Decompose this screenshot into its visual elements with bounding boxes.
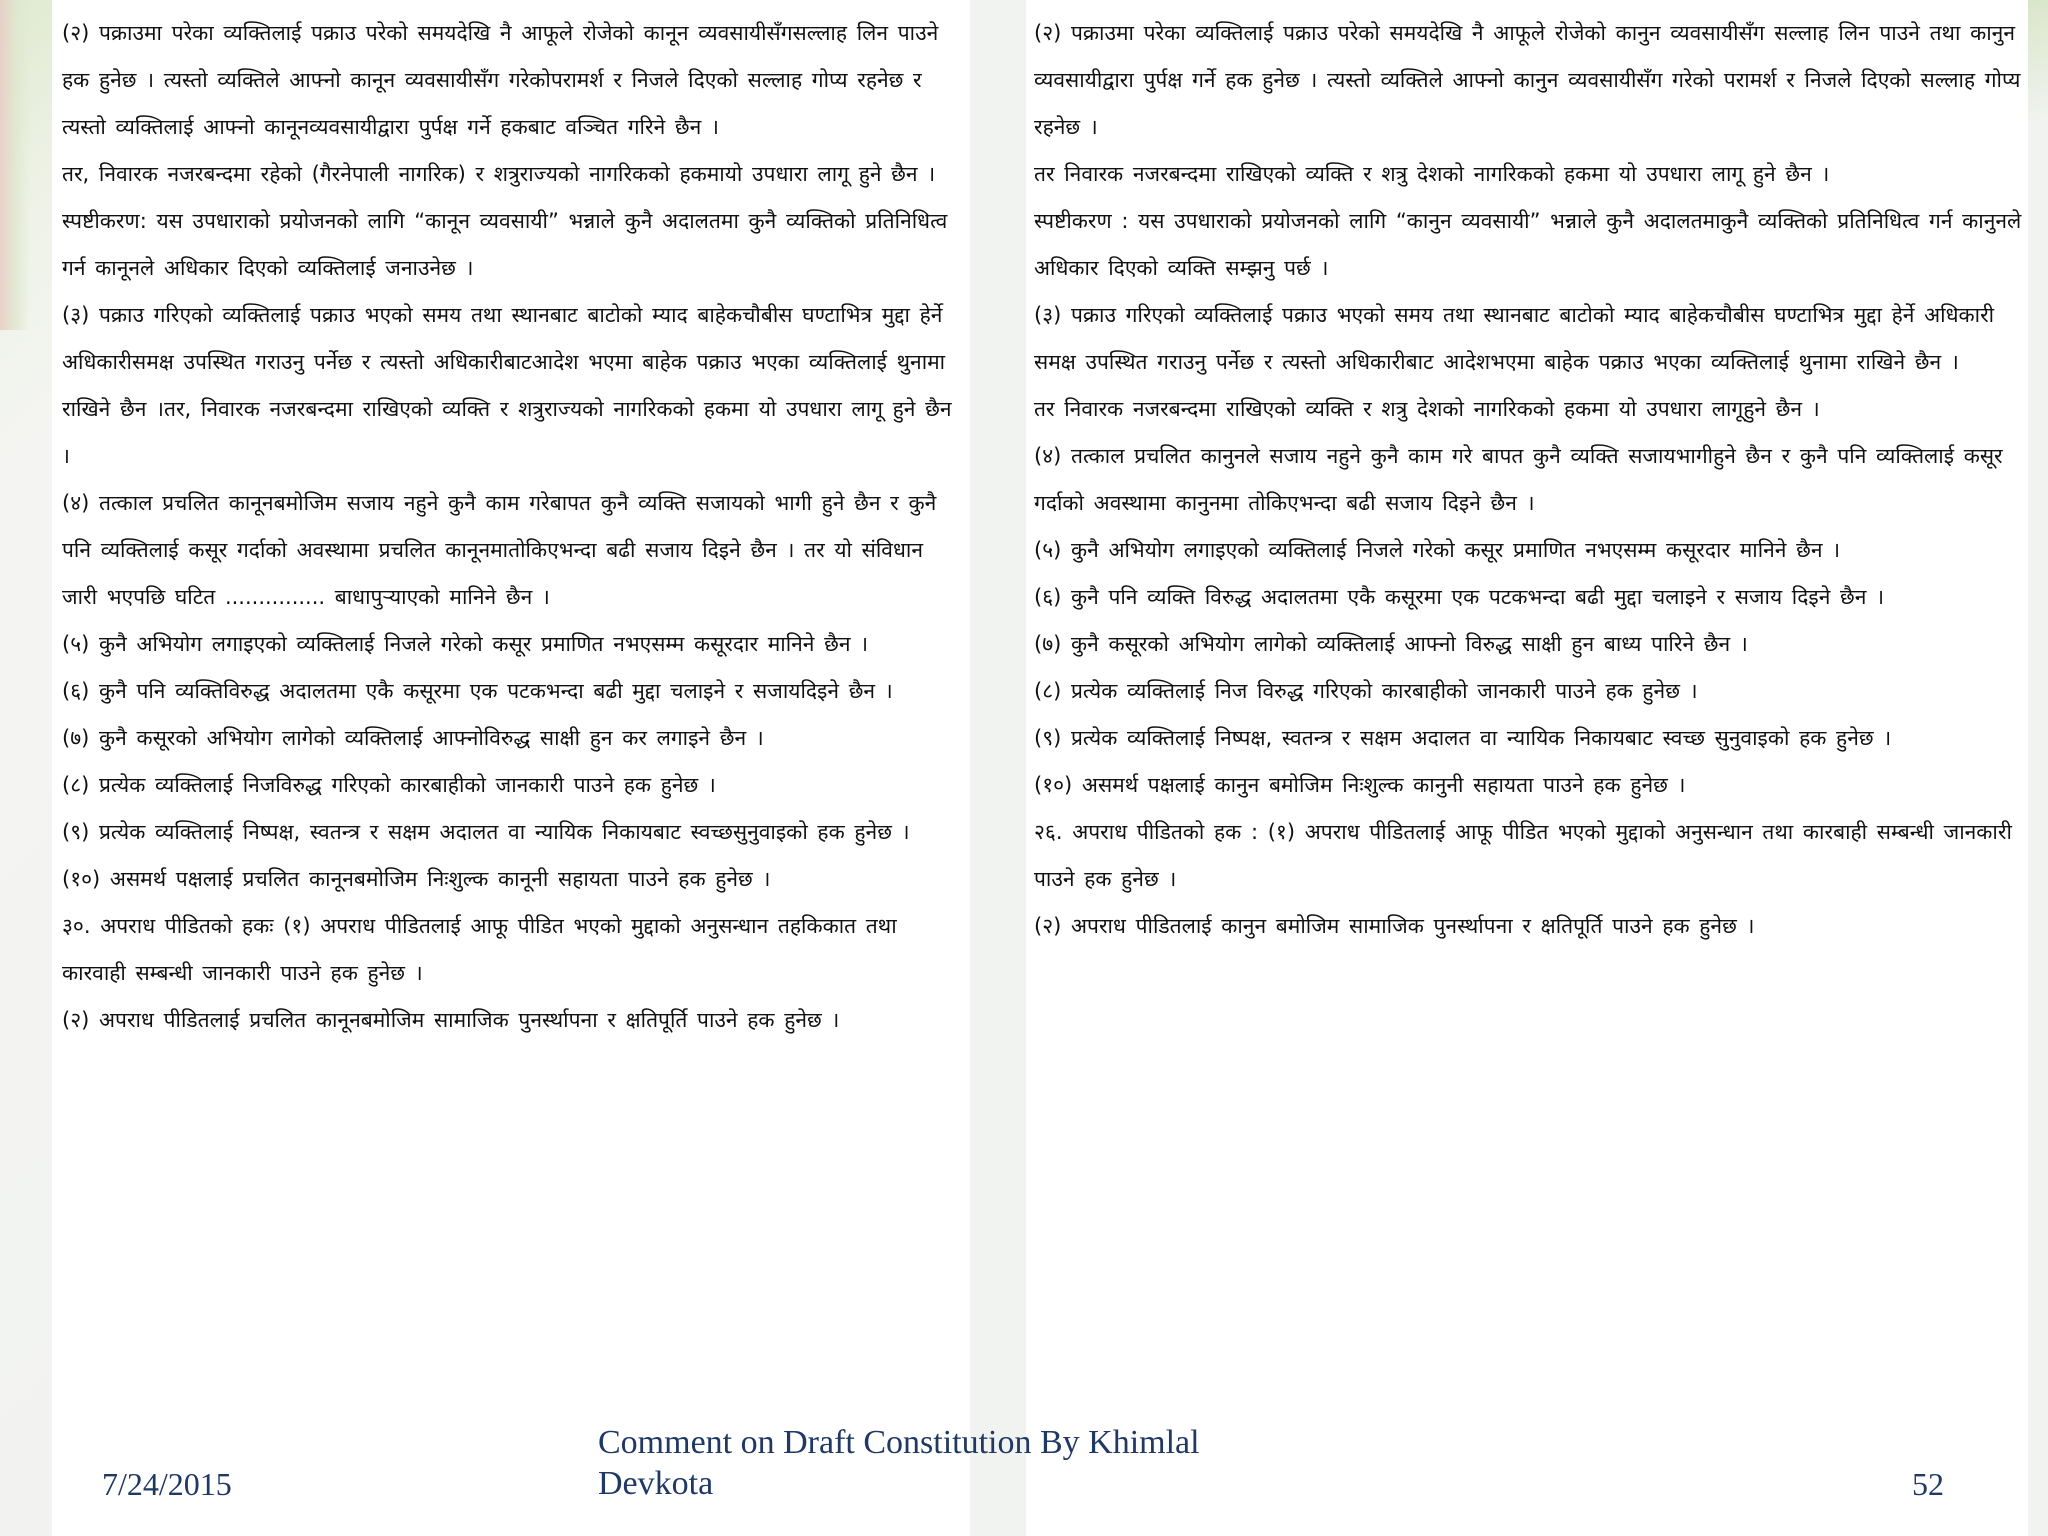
right-paragraph: (५) कुनै अभियोग लगाइएको व्यक्तिलाई निजले गरेको कसूर प्रमाणित नभएसम्म कसूरदार मानिने छैन । (1034, 538, 1841, 562)
left-paragraph: तर, निवारक नजरबन्दमा रहेको (गैरनेपाली नागरिक) र शत्रुराज्यको नागरिकको हकमायो उपधारा लागू हुने छैन । (62, 162, 936, 186)
left-paragraph: (२) अपराध पीडितलाई प्रचलित कानूनबमोजिम सामाजिक पुनर्स्थापना र क्षतिपूर्ति पाउने हक हुनेछ । (62, 1008, 840, 1032)
right-paragraph: (९) प्रत्येक व्यक्तिलाई निष्पक्ष, स्वतन्त्र र सक्षम अदालत वा न्यायिक निकायबाट स्वच्छ सुनुवाइको हक हुनेछ । (1034, 726, 1892, 750)
right-paragraph: स्पष्टीकरण : यस उपधाराको प्रयोजनको लागि “कानुन व्यवसायी” भन्नाले कुनै अदालतमाकुनै व्यक्तिको प्रतिनिधित्व गर्न कानुनले अधिकार दिएको व्यक्ति सम्झनु पर्छ । (1034, 209, 2022, 280)
left-paragraph: (२) पक्राउमा परेका व्यक्तिलाई पक्राउ परेको समयदेखि नै आफूले रोजेको कानून व्यवसायीसँगसल्लाह लिन पाउने हक हुनेछ । त्यस्तो व्यक्तिले आफ्नो कानून व्यवसायीसँग गरेकोपरामर्श र निजले दिएको सल्लाह गोप्य रहनेछ र त्यस्तो व्यक्तिलाई आफ्नो कानूनव्यवसायीद्वारा पुर्पक्ष गर्ने हकबाट वञ्चित गरिने छैन । (62, 21, 939, 139)
left-paragraph: (५) कुनै अभियोग लगाइएको व्यक्तिलाई निजले गरेको कसूर प्रमाणित नभएसम्म कसूरदार मानिने छैन । (62, 632, 869, 656)
right-paragraph: (३) पक्राउ गरिएको व्यक्तिलाई पक्राउ भएको समय तथा स्थानबाट बाटोको म्याद बाहेकचौबीस घण्टाभित्र मुद्दा हेर्ने अधिकारी समक्ष उपस्थित गराउनु पर्नेछ र त्यस्तो अधिकारीबाट आदेशभएमा बाहेक पक्राउ भएका व्यक्तिलाई थुनामा राखिने छैन । (1034, 303, 1995, 374)
right-paragraph: (२) पक्राउमा परेका व्यक्तिलाई पक्राउ परेको समयदेखि नै आफूले रोजेको कानुन व्यवसायीसँग सल्लाह लिन पाउने तथा कानुन व्यवसायीद्वारा पुर्पक्ष गर्ने हक हुनेछ । त्यस्तो व्यक्तिले आफ्नो कानुन व्यवसायीसँग गरेको परामर्श र निजले दिएको सल्लाह गोप्य रहनेछ । (1034, 21, 2021, 139)
left-paragraph: (४) तत्काल प्रचलित कानूनबमोजिम सजाय नहुने कुनै काम गरेबापत कुनै व्यक्ति सजायको भागी हुने छैन र कुनै पनि व्यक्तिलाई कसूर गर्दाको अवस्थामा प्रचलित कानूनमातोकिएभन्दा बढी सजाय दिइने छैन । तर यो संविधान जारी भएपछि घटित ............... बाधापुऱ्याएको मानिने छैन । (62, 491, 937, 609)
right-paragraph: (४) तत्काल प्रचलित कानुनले सजाय नहुने कुनै काम गरे बापत कुनै व्यक्ति सजायभागीहुने छैन र कुनै पनि व्यक्तिलाई कसूर गर्दाको अवस्थामा कानुनमा तोकिएभन्दा बढी सजाय दिइने छैन । (1034, 444, 2003, 515)
left-paragraph: (९) प्रत्येक व्यक्तिलाई निष्पक्ष, स्वतन्त्र र सक्षम अदालत वा न्यायिक निकायबाट स्वच्छसुनुवाइको हक हुनेछ । (62, 820, 910, 844)
left-paragraph: (१०) असमर्थ पक्षलाई प्रचलित कानूनबमोजिम निःशुल्क कानूनी सहायता पाउने हक हुनेछ । (62, 867, 771, 891)
left-paragraph: (३) पक्राउ गरिएको व्यक्तिलाई पक्राउ भएको समय तथा स्थानबाट बाटोको म्याद बाहेकचौबीस घण्टाभित्र मुद्दा हेर्ने अधिकारीसमक्ष उपस्थित गराउनु पर्नेछ र त्यस्तो अधिकारीबाटआदेश भएमा बाहेक पक्राउ भएका व्यक्तिलाई थुनामा राखिने छैन ।तर, निवारक नजरबन्दमा राखिएको व्यक्ति र शत्रुराज्यको नागरिकको हकमा यो उपधारा लागू हुने छैन । (62, 303, 952, 468)
right-paragraph: (७) कुनै कसूरको अभियोग लागेको व्यक्तिलाई आफ्नो विरुद्ध साक्षी हुन बाध्य पारिने छैन । (1034, 632, 1748, 656)
right-decorative-corner (2028, 0, 2048, 120)
right-text-column (1034, 10, 2024, 950)
right-paragraph: (८) प्रत्येक व्यक्तिलाई निज विरुद्ध गरिएको कारबाहीको जानकारी पाउने हक हुनेछ । (1034, 679, 1698, 703)
right-paragraph: तर निवारक नजरबन्दमा राखिएको व्यक्ति र शत्रु देशको नागरिकको हकमा यो उपधारा लागूहुने छैन । (1034, 397, 1820, 421)
left-decorative-band (0, 0, 52, 1536)
page-number: 52 (1912, 1466, 1944, 1502)
left-paragraph: (८) प्रत्येक व्यक्तिलाई निजविरुद्ध गरिएको कारबाहीको जानकारी पाउने हक हुनेछ । (62, 773, 716, 797)
right-paragraph: (६) कुनै पनि व्यक्ति विरुद्ध अदालतमा एकै कसूरमा एक पटकभन्दा बढी मुद्दा चलाइने र सजाय दिइने छैन । (1034, 585, 1885, 609)
left-paragraph: स्पष्टीकरण: यस उपधाराको प्रयोजनको लागि “कानून व्यवसायी” भन्नाले कुनै अदालतमा कुनै व्यक्तिको प्रतिनिधित्व गर्न कानूनले अधिकार दिएको व्यक्तिलाई जनाउनेछ । (62, 209, 948, 280)
left-text-column (62, 10, 962, 1044)
right-paragraph: (२) अपराध पीडितलाई कानुन बमोजिम सामाजिक पुनर्स्थापना र क्षतिपूर्ति पाउने हक हुनेछ । (1034, 914, 1755, 938)
left-paragraph: (६) कुनै पनि व्यक्तिविरुद्ध अदालतमा एकै कसूरमा एक पटकभन्दा बढी मुद्दा चलाइने र सजायदिइने छैन । (62, 679, 893, 703)
footer-date: 7/24/2015 (102, 1466, 232, 1502)
left-paragraph: ३०. अपराध पीडितको हकः (१) अपराध पीडितलाई आफू पीडित भएको मुद्दाको अनुसन्धान तहकिकात तथा कारवाही सम्बन्धी जानकारी पाउने हक हुनेछ । (62, 914, 897, 985)
right-paragraph: तर निवारक नजरबन्दमा राखिएको व्यक्ति र शत्रु देशको नागरिकको हकमा यो उपधारा लागू हुने छैन । (1034, 162, 1830, 186)
right-paragraph: (१०) असमर्थ पक्षलाई कानुन बमोजिम निःशुल्क कानुनी सहायता पाउने हक हुनेछ । (1034, 773, 1686, 797)
footer-title: Comment on Draft Constitution By Khimlal Devkota (598, 1424, 1200, 1502)
right-paragraph: २६. अपराध पीडितको हक : (१) अपराध पीडितलाई आफू पीडित भएको मुद्दाको अनुसन्धान तथा कारबाही सम्बन्धी जानकारी पाउने हक हुनेछ । (1034, 820, 2012, 891)
left-paragraph: (७) कुनै कसूरको अभियोग लागेको व्यक्तिलाई आफ्नोविरुद्ध साक्षी हुन कर लगाइने छैन । (62, 726, 764, 750)
